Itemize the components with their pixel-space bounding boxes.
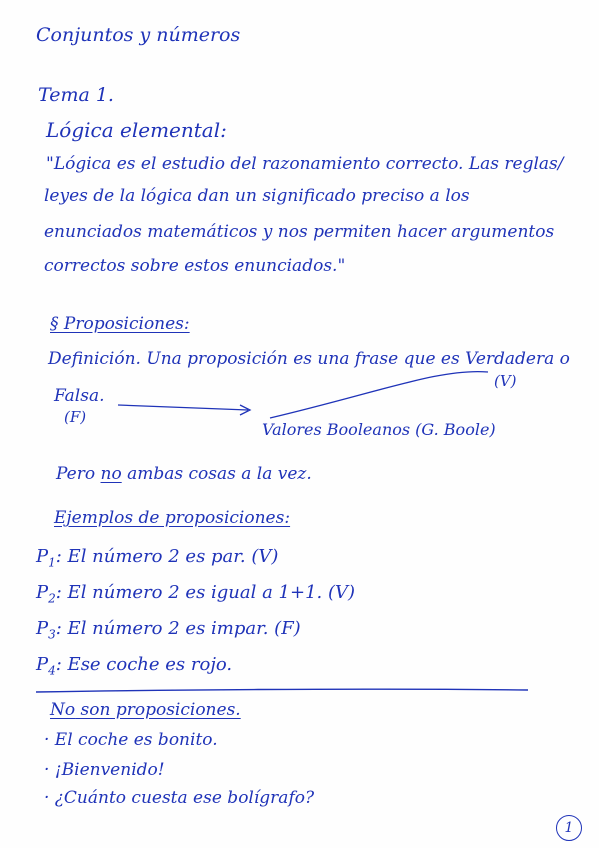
arrow-from-v (270, 372, 488, 418)
example-subscript: 2 (48, 591, 56, 606)
quote-line: "Lógica es el estudio del razonamiento correcto. Las reglas/ (46, 154, 564, 174)
separator-line (36, 689, 528, 692)
quote-line: enunciados matemáticos y nos permiten hacer argumentos (44, 222, 555, 242)
not-both-pre: Pero (56, 464, 101, 484)
example-subscript: 1 (48, 555, 56, 570)
non-props-rest: son proposiciones. (75, 700, 241, 720)
example-subscript: 4 (48, 663, 56, 678)
example-label: P (36, 582, 49, 603)
example-text: : El número 2 es igual a 1+1. (V) (55, 582, 356, 603)
topic-label: Tema 1. (38, 84, 114, 106)
non-props-no: No (50, 700, 76, 720)
example-label: P (36, 618, 49, 639)
examples-heading: Ejemplos de proposiciones: (54, 508, 291, 528)
non-proposition-item: · El coche es bonito. (44, 730, 218, 750)
propositions-heading: § Proposiciones: (50, 314, 190, 334)
quote-line: correctos sobre estos enunciados." (44, 256, 346, 276)
example-text: : El número 2 es impar. (F) (55, 618, 301, 639)
definition-line-false: Falsa. (54, 386, 105, 406)
example-label: P (36, 654, 49, 675)
example-text: : El número 2 es par. (V) (55, 546, 279, 567)
boolean-values-note: Valores Booleanos (G. Boole) (262, 420, 496, 439)
definition-line: Definición. Una proposición es una frase que es Verdadera o (48, 349, 570, 369)
page-number-circle: 1 (556, 815, 582, 841)
non-proposition-item: · ¡Bienvenido! (44, 760, 165, 780)
example-text: : Ese coche es rojo. (55, 654, 233, 675)
page-title: Conjuntos y números (36, 24, 241, 46)
not-both-emphasis: no (100, 464, 122, 484)
true-annotation: (V) (494, 372, 517, 390)
quote-line: leyes de la lógica dan un significado preciso a los (44, 186, 470, 206)
arrow-from-f (118, 405, 248, 410)
section-heading-logic: Lógica elemental: (46, 118, 227, 142)
not-both-post: ambas cosas a la vez. (121, 464, 312, 484)
false-annotation: (F) (64, 408, 87, 426)
non-proposition-item: · ¿Cuánto cuesta ese bolígrafo? (44, 788, 315, 808)
example-subscript: 3 (48, 627, 56, 642)
example-label: P (36, 546, 49, 567)
